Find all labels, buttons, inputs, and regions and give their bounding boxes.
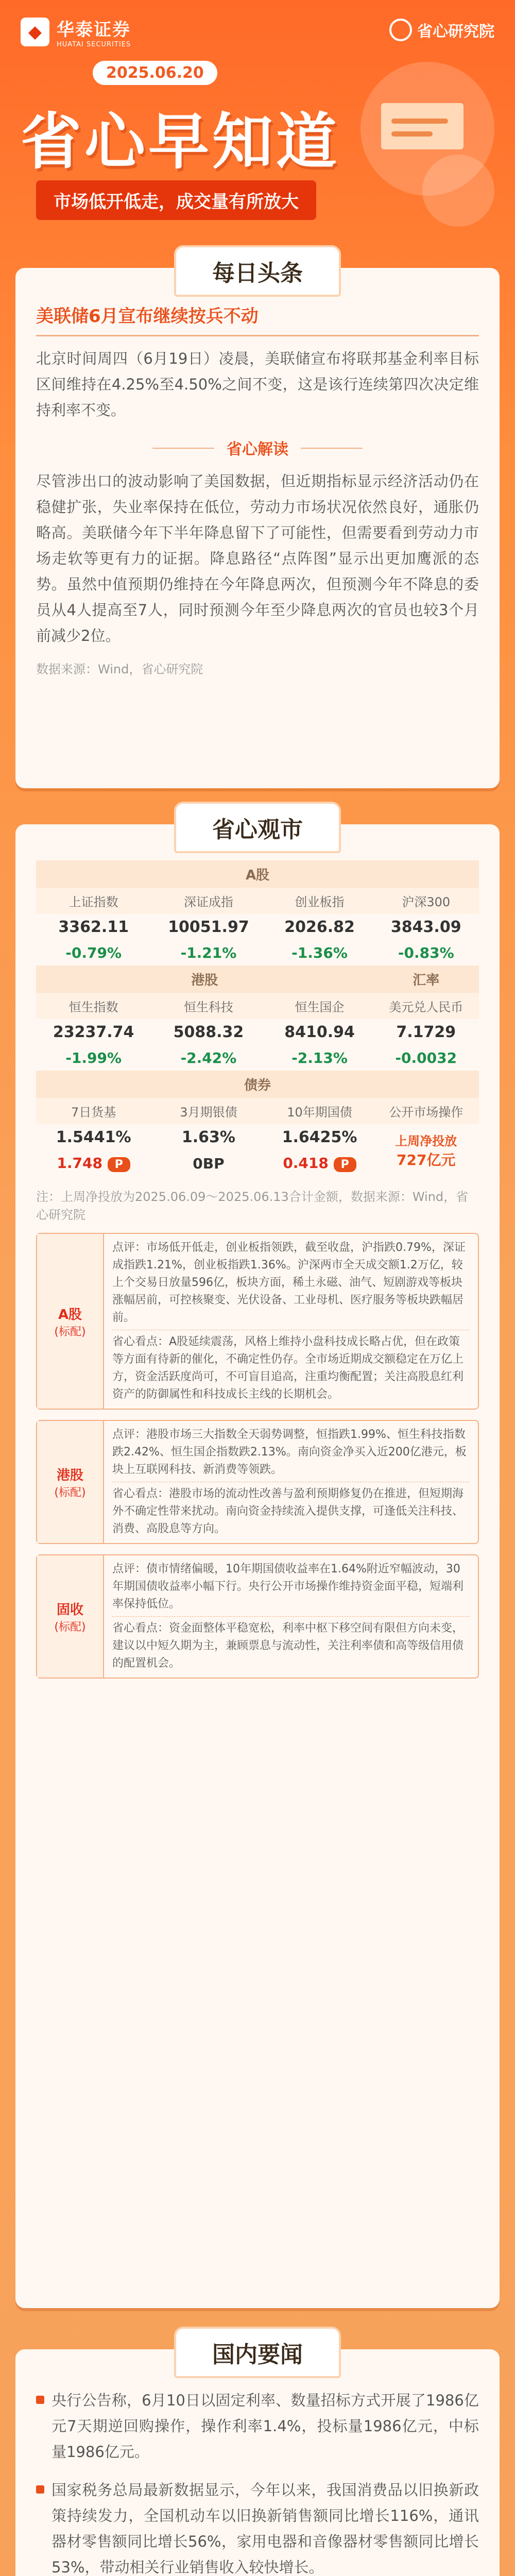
interpret-label: 省心解读 [36, 436, 479, 459]
sector-label: 固收 (标配) [37, 1555, 104, 1677]
index-value: 23237.74 [53, 1023, 134, 1041]
sector-body [104, 1234, 478, 1409]
index-change: -0.79% [65, 944, 122, 961]
omo-cell [373, 1124, 479, 1176]
sector-view: 省心看点：资金面整体平稳宽松，利率中枢下移空间有限但方向未变，建议以中短久期为主，兼顾票息与流动性，关注利率债和高等级信用债的配置机会。 [112, 1616, 470, 1672]
index-change: -0.83% [398, 944, 454, 961]
sector-label: A股 (标配) [37, 1234, 104, 1409]
index-value: 8410.94 [284, 1023, 355, 1041]
interpret-paragraph: 尽管涉出口的波动影响了美国数据，但近期指标显示经济活动仍在稳健扩张，失业率保持在低位，劳动力市场状况依然良好，通胀仍略高。美联储今年下半年降息留下了可能性，但需要看到劳动力市场走软等更有力的证据。降息路径“点阵图”显示出更加鹰派的态势。虽然中值预期仍维持在今年降息两次，但预测今年不降息的委员从4人提高至7人，同时预测今年至少降息两次的官员也较3个月前减少2位。 [36, 472, 479, 645]
index-label: 上证指数 [36, 888, 151, 914]
brand-logo [21, 15, 131, 48]
index-value: 7.1729 [396, 1023, 456, 1041]
date-badge: 2025.06.20 [93, 61, 217, 85]
index-change: -1.99% [65, 1049, 122, 1066]
omo-value: 727亿元 [397, 1151, 456, 1168]
bond-change: 0BP [193, 1155, 225, 1172]
market-table [36, 860, 479, 1176]
index-change: -1.21% [180, 944, 237, 961]
headline-card [15, 260, 500, 788]
partner-name: 省心研究院 [417, 23, 494, 41]
bond-change: 0.418 P [266, 1150, 373, 1176]
index-value: 3362.11 [58, 918, 129, 936]
group-bond: 债券 [36, 1071, 479, 1098]
sector-comment: 点评：港股市场三大指数全天弱势调整，恒指跌1.99%、恒生科技指数跌2.42%、恒生国企指数跌2.13%。南向资金净买入近200亿港元，板块上互联网科技、新消费等领跌。 [112, 1428, 467, 1476]
group-hk: 港股 [36, 965, 373, 993]
sector-comment: 点评：市场低开低走，创业板指领跌，截至收盘，沪指跌0.79%，深证成指跌1.21%，创业板指跌1.36%。沪深两市全天成交额1.2万亿，较上个交易日放量596亿，板块方面，稀土永磁、油气、短剧游戏等板块涨幅居前，可控核聚变、光伏设备、工业母机、医疗服务等板块跌幅居前。 [112, 1241, 466, 1324]
section-title-market: 省心观市 [174, 802, 341, 853]
partner-mark-icon [389, 19, 412, 41]
sector-hk [36, 1420, 479, 1544]
index-value: 2026.82 [284, 918, 355, 936]
deco-line [391, 131, 433, 137]
index-value: 5088.32 [173, 1023, 244, 1041]
sector-view: 省心看点：A股延续震荡，风格上维持小盘科技成长略占优，但在政策等方面有待新的催化，不确定性仍存。全市场近期成交额稳定在万亿上方，资金活跃度尚可，不可盲目追高，注重均衡配置；关注高股息红利资产的防御属性和科技成长主线的长期机会。 [112, 1330, 470, 1403]
index-change: -2.13% [291, 1049, 348, 1066]
section-title-headline: 每日头条 [174, 245, 341, 297]
index-label: 恒生国企 [266, 993, 373, 1019]
partner-logo [389, 19, 494, 41]
list-item: 国家税务总局最新数据显示，今年以来，我国消费品以旧换新政策持续发力，全国机动车以旧换新销售额同比增长116%，通讯器材零售额同比增长56%，家用电器和音像器材零售额同比增长53%，带动相关行业销售收入较快增长。 [36, 2477, 479, 2576]
group-fx: 汇率 [373, 965, 479, 993]
index-label: 恒生科技 [151, 993, 266, 1019]
bond-value: 1.63% [181, 1128, 235, 1146]
change-pill: P [334, 1157, 356, 1172]
deco-circle [422, 155, 494, 227]
market-note: 注：上周净投放为2025.06.09～2025.06.13合计金额，数据来源：Wind，省心研究院 [36, 1190, 469, 1222]
index-value: 10051.97 [168, 918, 249, 936]
bond-label: 公开市场操作 [373, 1098, 479, 1124]
bond-change: 1.748 P [36, 1150, 151, 1176]
page-subtitle: 市场低开低走，成交量有所放大 [36, 180, 316, 220]
deco-card [381, 103, 464, 149]
brand-mark-icon: ◆ [21, 18, 49, 46]
headline-heading: 美联储6月宣布继续按兵不动 [36, 304, 479, 336]
market-card [15, 817, 500, 2308]
bond-value: 1.5441% [56, 1128, 131, 1146]
brand-name-cn: 华泰证券 [57, 20, 131, 40]
bond-label: 3月期银债 [151, 1098, 266, 1124]
index-label: 恒生指数 [36, 993, 151, 1019]
group-a-share: A股 [36, 860, 479, 888]
index-change: -2.42% [180, 1049, 237, 1066]
bond-label: 7日货基 [36, 1098, 151, 1124]
deco-line [391, 118, 448, 124]
page-title: 省心早知道 [21, 106, 340, 177]
section-title-domestic: 国内要闻 [174, 2327, 341, 2378]
index-label: 沪深300 [373, 888, 479, 914]
bond-label: 10年期国债 [266, 1098, 373, 1124]
sector-a-share [36, 1233, 479, 1410]
sector-comment: 点评：债市情绪偏暖，10年期国债收益率在1.64%附近窄幅波动，30年期国债收益率小幅下行。央行公开市场操作维持资金面平稳，短端利率保持低位。 [112, 1563, 464, 1611]
sector-bond [36, 1554, 479, 1679]
change-pill: P [108, 1157, 130, 1172]
headline-source: 数据来源：Wind，省心研究院 [36, 662, 203, 676]
index-change: -1.36% [291, 944, 348, 961]
domestic-card [15, 2342, 500, 2576]
list-item: 央行公告称，6月10日以固定利率、数量招标方式开展了1986亿元7天期逆回购操作，操作利率1.4%，投标量1986亿元，中标量1986亿元。 [36, 2387, 479, 2465]
index-label: 美元兑人民币 [373, 993, 479, 1019]
index-label: 创业板指 [266, 888, 373, 914]
index-change: -0.0032 [395, 1049, 457, 1066]
sector-body [104, 1421, 478, 1543]
sector-view: 省心看点：港股市场的流动性改善与盈利预期修复仍在推进，但短期海外不确定性带来扰动。南向资金持续流入提供支撑，可逢低关注科技、消费、高股息等方向。 [112, 1482, 470, 1538]
sector-label: 港股 (标配) [37, 1421, 104, 1543]
omo-label: 上周净投放 [395, 1134, 457, 1148]
brand-name-en: HUATAI SECURITIES [57, 41, 131, 48]
index-label: 深证成指 [151, 888, 266, 914]
headline-paragraph: 北京时间周四（6月19日）凌晨，美联储宣布将联邦基金利率目标区间维持在4.25%至4.50%之间不变，这是该行连续第四次决定维持利率不变。 [36, 350, 479, 419]
bond-value: 1.6425% [282, 1128, 357, 1146]
index-value: 3843.09 [390, 918, 461, 936]
sector-body [104, 1555, 478, 1677]
